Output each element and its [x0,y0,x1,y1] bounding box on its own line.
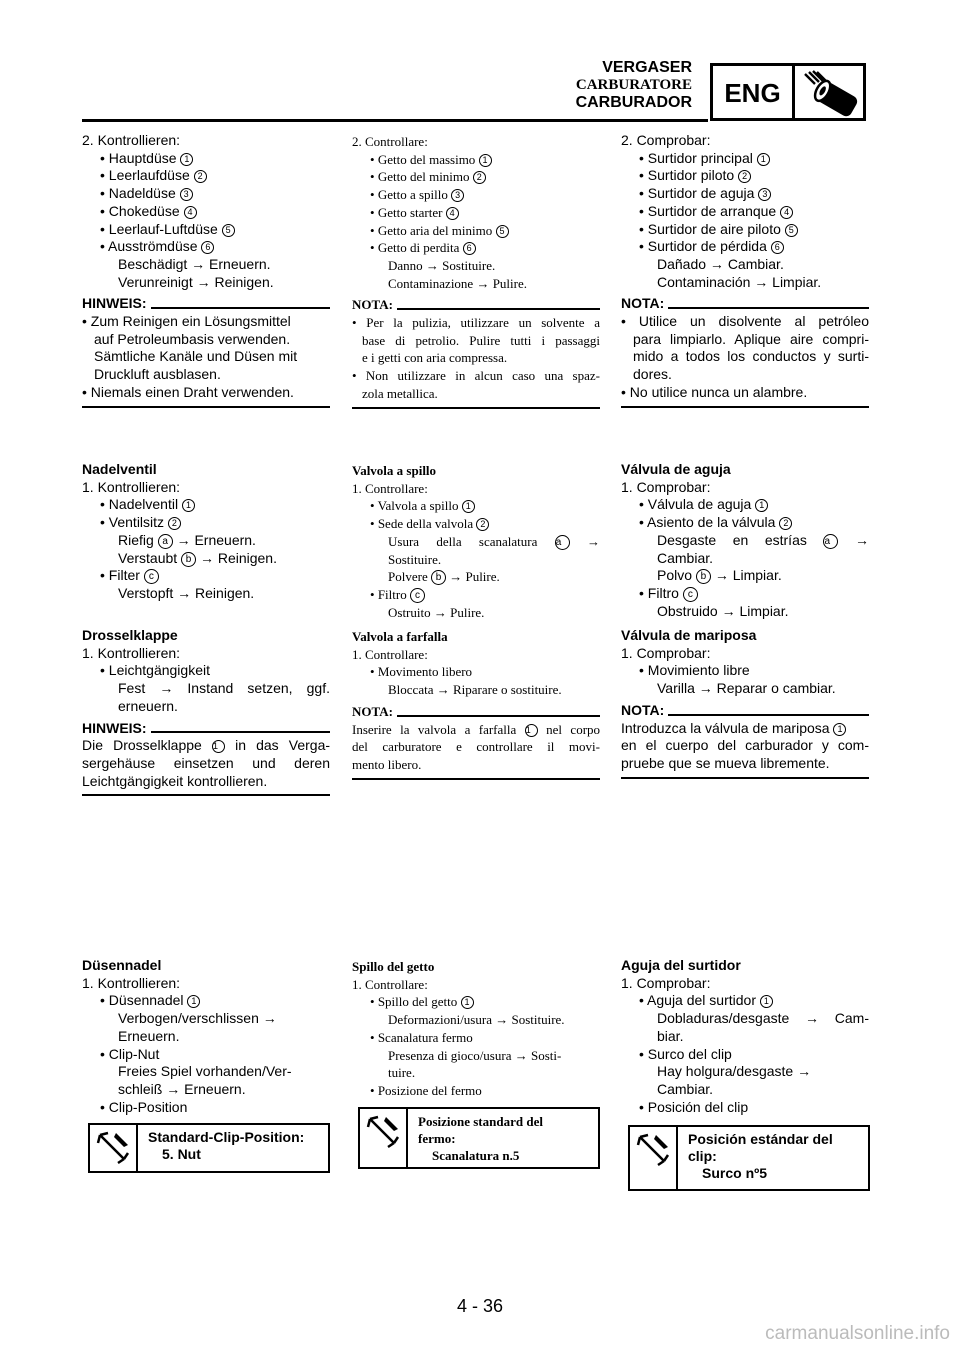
watermark: carmanualsonline.info [765,1323,950,1344]
callout-5-icon: 5 [222,224,235,237]
wrench-spec-icon [94,1129,132,1169]
it-spec-text: Posizione standard del fermo: Scanalatura n.5 [418,1114,543,1163]
it-step: 2. Controllare: [352,134,428,149]
es-item: • Posición del clip [639,1098,749,1115]
callout-2-icon: 2 [168,517,181,530]
es-item: • Válvula de aguja 1 [621,496,869,514]
it-section-jet-needle [352,958,600,1100]
callout-1-icon: 1 [479,154,492,167]
header-rule [82,119,708,122]
it-item-4: • Getto starter 4 [352,204,600,222]
it-action: Usura della scanalatura a → [388,533,601,549]
it-action: Contaminazione → Pulire. [388,275,528,291]
de-item-4: • Chokedüse 4 [82,203,330,221]
it-note-line: e i getti con aria compressa. [362,350,508,366]
de-section-jet-needle [82,957,330,1116]
wrench-carburetor-icon [799,68,865,118]
de-item: • Clip-Nut [100,1045,160,1062]
callout-a-icon: a [158,534,173,549]
it-item: • Posizione del fermo [370,1082,482,1098]
de-action: Verstaubt b → Reinigen. [118,549,277,566]
es-action: Dañado → Cambiar. [657,255,784,272]
de-action: schleiß → Erneuern. [118,1080,246,1097]
it-item-1: • Getto del massimo 1 [352,151,600,169]
es-action: Obstruido → Limpiar. [657,602,789,619]
callout-1-icon: 1 [833,723,846,736]
es-note-line: dores. [633,366,672,383]
es-item-5: • Surtidor de aire piloto 5 [621,221,869,239]
callout-1-icon: 1 [187,995,200,1008]
it-note-line: • Non utilizzare in alcun caso una spaz- [352,368,600,384]
de-item-1: • Hauptdüse 1 [82,150,330,168]
wrench-spec-icon [634,1131,672,1171]
callout-2-icon: 2 [473,171,486,184]
callout-6-icon: 6 [463,242,476,255]
section-badge [710,63,866,121]
es-section-jet-needle [621,957,869,1116]
it-item: • Valvola a spillo 1 [352,497,600,515]
header-title-it: CARBURATORE [575,77,692,93]
callout-a-icon: a [823,534,838,549]
callout-c-icon: c [144,569,159,584]
it-step: 1. Controllare: [352,480,428,496]
callout-4-icon: 4 [780,206,793,219]
callout-1-icon: 1 [180,153,193,166]
wrench-spec-icon [364,1113,402,1153]
it-step: 1. Controllare: [352,976,428,992]
it-item-3: • Getto a spillo 3 [352,186,600,204]
callout-6-icon: 6 [201,241,214,254]
callout-1-icon: 1 [461,996,474,1009]
callout-1-icon: 1 [525,724,538,737]
es-note-line: pruebe que se mueva libremente. [621,754,830,771]
de-title: Drosselklappe [82,627,178,643]
it-action: Ostruito → Pulire. [388,604,485,620]
es-spec-box [628,1125,870,1191]
de-note-line: sergehäuse einsetzen und deren [82,754,330,771]
de-note-header: HINWEIS: [82,720,330,738]
es-section-needle-valve [621,461,869,620]
it-item-6: • Getto di perdita 6 [352,239,600,257]
de-title: Nadelventil [82,461,157,477]
it-note-header: NOTA: [352,703,600,721]
es-item-6: • Surtidor de pérdida 6 [621,238,869,256]
callout-3-icon: 3 [451,189,464,202]
de-action: Riefig a → Erneuern. [118,531,256,548]
callout-a-icon: a [555,535,570,550]
callout-2-icon: 2 [738,170,751,183]
es-item: • Aguja del surtidor 1 [621,992,869,1010]
it-item-2: • Getto del minimo 2 [352,168,600,186]
callout-1-icon: 1 [757,153,770,166]
es-item-1: • Surtidor principal 1 [621,150,869,168]
de-item: • Leichtgängigkeit [100,662,210,679]
it-action: Danno → Sostituire. [388,257,496,273]
callout-2-icon: 2 [194,170,207,183]
es-action: biar. [657,1027,684,1044]
header-title-de: VERGASER [602,59,692,76]
page-number: 4 - 36 [456,1296,504,1316]
de-section-jets [82,132,330,408]
it-section-throttle [352,628,600,780]
de-action: Freies Spiel vorhanden/Ver- [118,1063,292,1080]
es-item-4: • Surtidor de arranque 4 [621,203,869,221]
it-action: tuire. [388,1065,416,1081]
es-spec-text: Posición estándar del clip: Surco nº5 [688,1131,833,1181]
de-step: 1. Kontrollieren: [82,644,181,661]
callout-1-icon: 1 [755,499,768,512]
de-title: Düsennadel [82,957,162,973]
header-title-es: CARBURADOR [575,94,692,111]
es-step: 1. Comprobar: [621,974,711,991]
es-title: Aguja del surtidor [621,957,741,973]
de-step: 2. Kontrollieren: [82,132,181,148]
de-note-bullet-2: • Niemals einen Draht verwenden. [82,383,294,400]
de-note-end-rule [82,406,330,408]
callout-c-icon: c [683,587,698,602]
it-note-header: NOTA: [352,296,600,314]
de-action: Verbogen/verschlissen → [118,1010,277,1027]
de-item: • Filter c [82,567,330,585]
de-action-1: Beschädigt → Erneuern. [118,255,271,272]
callout-1-icon: 1 [462,500,475,513]
de-step: 1. Kontrollieren: [82,974,181,991]
de-step: 1. Kontrollieren: [82,478,181,495]
callout-1-icon: 1 [212,740,225,753]
es-section-jets [621,132,869,408]
it-section-jets [352,133,600,409]
es-note-line: en el cuerpo del carburador y com- [621,737,869,754]
de-section-throttle [82,627,330,796]
de-item-6: • Ausströmdüse 6 [82,238,330,256]
de-item-5: • Leerlauf-Luftdüse 5 [82,221,330,239]
de-action: erneuern. [118,697,178,714]
it-item: • Sede della valvola 2 [352,515,600,533]
callout-c-icon: c [410,588,425,603]
it-action: Sostituire. [388,551,442,567]
es-title: Válvula de mariposa [621,627,757,643]
de-item: • Düsennadel 1 [82,992,330,1010]
it-action: Bloccata → Riparare o sostituire. [388,682,562,698]
it-item: • Scanalatura fermo [370,1029,473,1045]
de-action-2: Verunreinigt → Reinigen. [118,273,274,290]
de-section-needle-valve [82,461,330,603]
it-section-needle-valve [352,462,600,621]
es-action: Varilla → Reparar o cambiar. [657,680,836,697]
es-item: • Surco del clip [639,1045,732,1062]
it-note-line: mento libero. [352,756,422,772]
de-spec-text: Standard-Clip-Position: 5. Nut [148,1129,305,1162]
callout-1-icon: 1 [760,995,773,1008]
es-action: Desgaste en estrías a → [657,531,870,548]
it-action: Deformazioni/usura → Sostituire. [388,1012,565,1028]
callout-5-icon: 5 [785,224,798,237]
it-note-end-rule [352,778,600,780]
es-step: 2. Comprobar: [621,132,711,148]
callout-b-icon: b [696,569,711,584]
es-note-header: NOTA: [621,295,869,313]
es-title: Válvula de aguja [621,461,731,477]
de-item: • Clip-Position [100,1098,188,1115]
de-note-header: HINWEIS: [82,295,330,313]
it-note-end-rule [352,407,600,409]
it-action: Polvere b → Pulire. [388,569,500,585]
es-section-throttle [621,627,869,779]
es-action: Polvo b → Limpiar. [657,567,782,584]
de-note-end-rule [82,794,330,796]
section-badge-label: ENG [724,78,781,108]
es-action: Hay holgura/desgaste → [657,1063,812,1080]
es-step: 1. Comprobar: [621,478,711,495]
es-action: Contaminación → Limpiar. [657,273,822,290]
callout-3-icon: 3 [758,188,771,201]
de-item-3: • Nadeldüse 3 [82,185,330,203]
es-note-line: para limpiarlo. Aplique aire compri- [633,330,869,347]
de-item: • Nadelventil 1 [82,496,330,514]
callout-4-icon: 4 [184,206,197,219]
it-item: • Spillo del getto 1 [352,993,600,1011]
it-action: Presenza di gioco/usura → Sosti- [388,1047,562,1063]
de-note-line: auf Petroleumbasis verwenden. [94,330,291,347]
it-spec-box [358,1107,600,1169]
it-item-5: • Getto aria del minimo 5 [352,222,600,240]
it-note-line: del carburatore e controllare il movi- [352,739,600,755]
de-action: Erneuern. [118,1027,180,1044]
es-item-2: • Surtidor piloto 2 [621,167,869,185]
es-action: Cambiar. [657,1080,714,1097]
es-note-end-rule [621,406,869,408]
it-title: Spillo del getto [352,959,435,974]
it-step: 1. Controllare: [352,646,428,662]
es-action: Dobladuras/desgaste → Cam- [657,1010,869,1027]
callout-4-icon: 4 [446,207,459,220]
it-title: Valvola a farfalla [352,629,448,644]
es-note-line: Introduzca la válvula de mariposa 1 [621,720,869,738]
de-action: Verstopft → Reinigen. [118,584,255,601]
callout-5-icon: 5 [496,225,509,238]
callout-2-icon: 2 [476,518,489,531]
es-action: Cambiar. [657,549,714,566]
it-item: • Filtro c [352,586,600,604]
es-item-3: • Surtidor de aguja 3 [621,185,869,203]
es-note-line: mido a todos los conductos y surti- [633,348,869,365]
de-note-bullet-1: • Zum Reinigen ein Lösungsmittel [82,313,291,330]
es-note-line: • Utilice un disolvente al petróleo [621,313,870,330]
it-note-line: • Per la pulizia, utilizzare un solvente a [352,315,600,331]
de-item-2: • Leerlaufdüse 2 [82,167,330,185]
it-note-line: Inserire la valvola a farfalla 1 nel corpo [352,721,601,737]
de-action: Fest → Instand setzen, ggf. [118,680,330,697]
callout-b-icon: b [431,570,446,585]
es-item: • Movimiento libre [639,662,750,679]
es-note-header: NOTA: [621,702,869,720]
it-note-line: zola metallica. [362,385,438,401]
es-item: • Filtro c [621,585,869,603]
callout-b-icon: b [181,552,196,567]
es-item: • Asiento de la válvula 2 [621,514,869,532]
es-step: 1. Comprobar: [621,644,711,661]
it-note-line: base di petrolio. Pulire tutti i passaggi [362,332,600,348]
callout-3-icon: 3 [180,188,193,201]
de-item: • Ventilsitz 2 [82,514,330,532]
callout-2-icon: 2 [779,517,792,530]
de-note-line: Leichtgängigkeit kontrollieren. [82,772,268,789]
es-note-end-rule [621,777,869,779]
de-spec-box [88,1123,330,1173]
it-title: Valvola a spillo [352,463,437,478]
callout-1-icon: 1 [182,499,195,512]
callout-6-icon: 6 [771,241,784,254]
it-item: • Movimento libero [370,664,473,680]
de-note-line: Die Drosselklappe 1 in das Verga- [82,737,331,754]
de-note-line: Druckluft ausblasen. [94,366,221,383]
es-note-line: • No utilice nunca un alambre. [621,383,808,400]
de-note-line: Sämtliche Kanäle und Düsen mit [94,348,298,365]
